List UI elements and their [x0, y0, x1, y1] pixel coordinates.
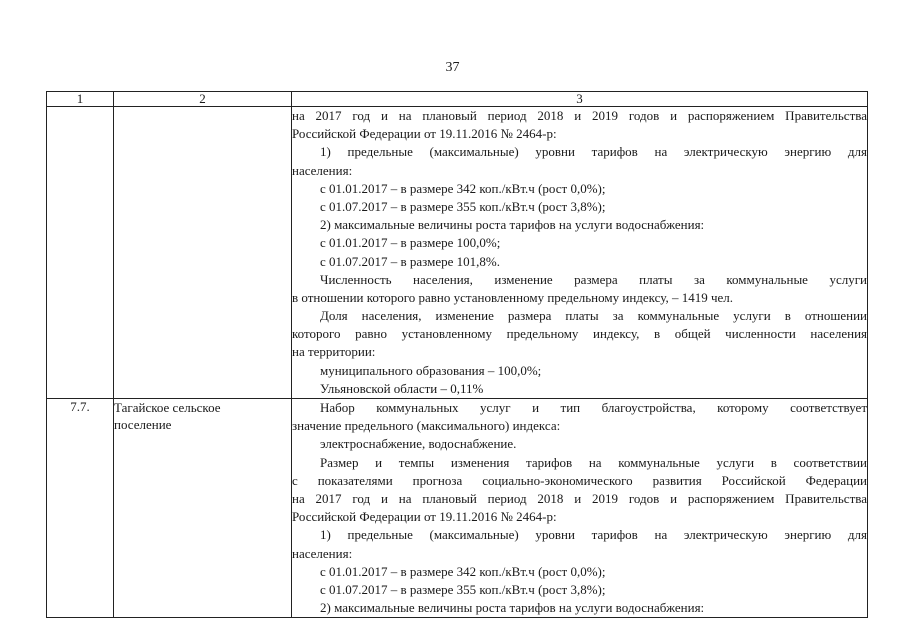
- text-line: муниципального образования – 100,0%;: [320, 362, 542, 378]
- text-line: на территории:: [292, 344, 376, 360]
- text-line: Доля населения, изменение размера платы за коммунальные услуги в отношении: [320, 308, 867, 324]
- page-number: 37: [445, 60, 460, 75]
- settlement-name-cell: [114, 107, 292, 399]
- text-line: населения:: [292, 545, 353, 561]
- text-line: 1) предельные (максимальные) уровни тарифов на электрическую энергию для: [320, 144, 867, 160]
- table-row: [47, 399, 868, 618]
- description-cell: [292, 399, 868, 618]
- text-line: Размер и темпы изменения тарифов на коммунальные услуги в соответствии: [320, 454, 867, 470]
- text-line: 1) предельные (максимальные) уровни тарифов на электрическую энергию для: [320, 527, 867, 543]
- tariff-table: [46, 91, 868, 618]
- text-line: в отношении которого равно установленному предельному индексу, – 1419 чел.: [292, 289, 734, 305]
- text-line: электроснабжение, водоснабжение.: [320, 436, 517, 452]
- text-line: с 01.07.2017 – в размере 101,8%.: [320, 253, 500, 269]
- text-line: с 01.01.2017 – в размере 342 коп./кВт.ч (рост 0,0%);: [320, 563, 606, 579]
- description-cell: [292, 107, 868, 399]
- settlement-name-cell: [114, 399, 292, 618]
- settlement-name-line: Тагайское сельское: [114, 400, 221, 415]
- text-line: с 01.07.2017 – в размере 355 коп./кВт.ч (рост 3,8%);: [320, 198, 606, 214]
- row-number-cell: 7.7.: [47, 399, 114, 618]
- column-header-2: 2: [114, 92, 292, 107]
- text-line: Численность населения, изменение размера платы за коммунальные услуги: [320, 271, 867, 287]
- text-line: Ульяновской области – 0,11%: [320, 380, 484, 396]
- text-line: на 2017 год и на плановый период 2018 и 2019 годов и распоряжением Правительства: [292, 490, 867, 506]
- text-line: на 2017 год и на плановый период 2018 и 2019 годов и распоряжением Правительства: [292, 108, 867, 123]
- column-header-3: 3: [292, 92, 868, 107]
- text-line: которого равно установленному предельному индексу, в общей численности населения: [292, 326, 867, 342]
- text-line: 2) максимальные величины роста тарифов на услуги водоснабжения:: [320, 600, 705, 616]
- text-line: 2) максимальные величины роста тарифов на услуги водоснабжения:: [320, 217, 705, 233]
- text-line: с 01.01.2017 – в размере 100,0%;: [320, 235, 501, 251]
- row-number-cell: [47, 107, 114, 399]
- text-line: Российской Федерации от 19.11.2016 № 2464-р:: [292, 126, 557, 142]
- text-line: населения:: [292, 162, 353, 178]
- text-line: с показателями прогноза социально-экономического развития Российской Федерации: [292, 472, 867, 488]
- text-line: с 01.01.2017 – в размере 342 коп./кВт.ч (рост 0,0%);: [320, 180, 606, 196]
- column-header-1: 1: [47, 92, 114, 107]
- text-line: значение предельного (максимального) индекса:: [292, 418, 561, 434]
- text-line: Набор коммунальных услуг и тип благоустройства, которому соответствует: [320, 400, 867, 415]
- settlement-name-line: поселение: [114, 417, 172, 432]
- table-row: [47, 107, 868, 399]
- table-header-row: [47, 92, 868, 107]
- text-line: с 01.07.2017 – в размере 355 коп./кВт.ч (рост 3,8%);: [320, 581, 606, 597]
- text-line: Российской Федерации от 19.11.2016 № 2464-р:: [292, 509, 557, 525]
